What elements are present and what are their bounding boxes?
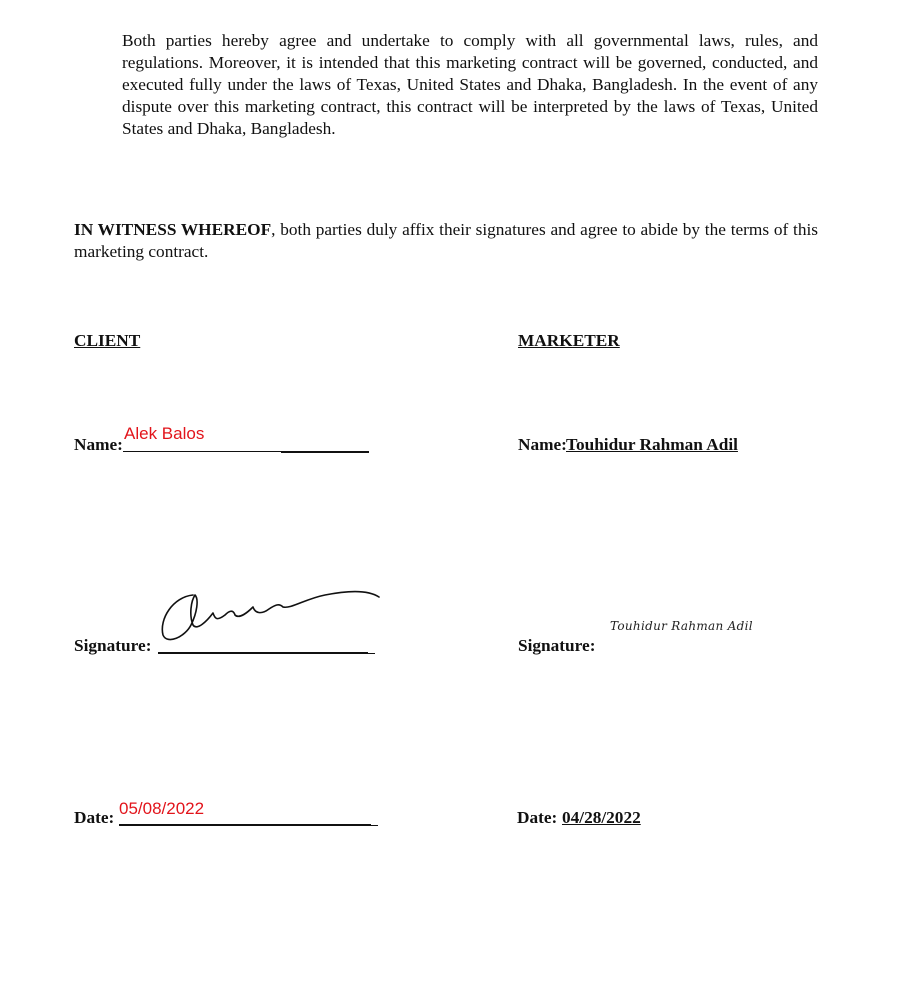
client-handwritten-signature-icon[interactable]	[155, 585, 385, 650]
client-date-line-tail	[371, 825, 378, 826]
client-date-label: Date:	[74, 808, 115, 827]
client-signature-line	[158, 652, 368, 654]
client-name-line	[123, 451, 281, 452]
cut-off-text-fragment	[74, 0, 374, 6]
client-signature-label: Signature:	[74, 636, 152, 655]
client-name-label: Name:	[74, 435, 123, 454]
witness-lead: IN WITNESS WHEREOF	[74, 220, 272, 239]
marketer-signature-label: Signature:	[518, 636, 596, 655]
client-heading: CLIENT	[74, 331, 141, 350]
client-signature-line-tail	[368, 653, 375, 654]
client-date-line	[119, 824, 371, 826]
client-name-line-extension	[281, 451, 369, 453]
witness-paragraph	[74, 219, 818, 263]
marketer-script-signature: Touhidur Rahman Adil	[610, 619, 753, 633]
witness-rest: , both parties duly affix their signatures and agree to abide by the terms of this marketing contract.	[74, 220, 818, 261]
marketer-heading: MARKETER	[518, 331, 620, 350]
marketer-name-label: Name:	[518, 435, 567, 454]
marketer-name-value: Touhidur Rahman Adil	[566, 435, 738, 454]
cut-off-text-glyphs	[74, 0, 374, 6]
client-date-field[interactable]: 05/08/2022	[119, 799, 205, 818]
marketer-date-value: 04/28/2022	[562, 808, 641, 827]
client-name-field[interactable]: Alek Balos	[124, 424, 205, 443]
governing-law-paragraph: Both parties hereby agree and undertake to comply with all governmental laws, rules, and regulations. Moreover, it is intended that this marketing contract will be governed, conducted, and executed fully under the laws of Texas, United States and Dhaka, Bangladesh. In the event of any dispute over this marketing contract, this contract will be interpreted by the laws of Texas, United States and Dhaka, Bangladesh.	[122, 31, 818, 138]
marketer-date-label: Date:	[517, 808, 558, 827]
